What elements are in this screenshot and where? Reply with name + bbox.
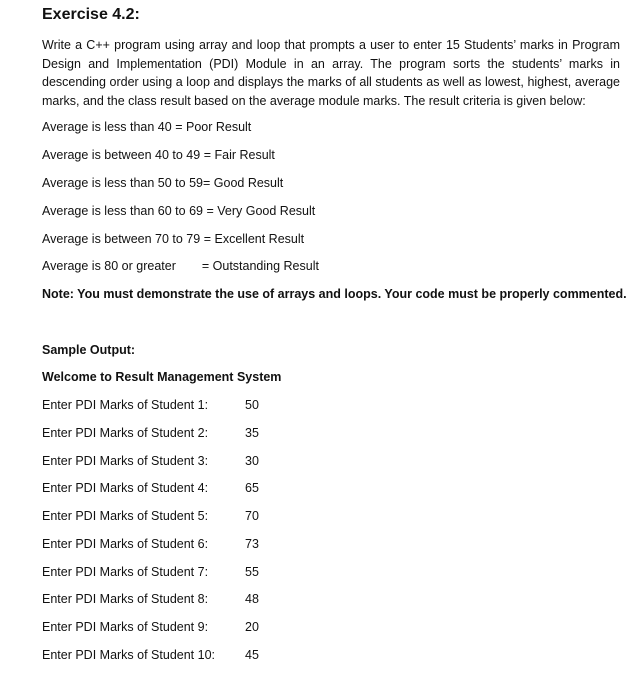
sample-mark-value: 20 <box>245 620 259 634</box>
criteria-result: = Excellent Result <box>203 232 305 246</box>
sample-prompt: Enter PDI Marks of Student 6: <box>42 537 209 551</box>
criteria-result: = Fair Result <box>203 148 275 162</box>
sample-prompt: Enter PDI Marks of Student 7: <box>42 565 209 579</box>
criteria-line-very-good <box>42 202 315 220</box>
sample-welcome-line: Welcome to Result Management System <box>42 370 282 384</box>
sample-mark-value: 70 <box>245 509 259 523</box>
sample-prompt: Enter PDI Marks of Student 3: <box>42 454 209 468</box>
sample-prompt: Enter PDI Marks of Student 10: <box>42 648 215 662</box>
sample-mark-value: 50 <box>245 398 259 412</box>
sample-prompt: Enter PDI Marks of Student 5: <box>42 509 209 523</box>
sample-mark-value: 35 <box>245 426 259 440</box>
criteria-result: = Outstanding Result <box>201 259 319 273</box>
sample-mark-value: 73 <box>245 537 259 551</box>
criteria-condition: Average is 80 or greater <box>42 259 176 273</box>
sample-mark-value: 45 <box>245 648 259 662</box>
sample-prompt: Enter PDI Marks of Student 4: <box>42 481 209 495</box>
criteria-result: = Good Result <box>203 176 284 190</box>
criteria-line-poor <box>42 118 251 136</box>
criteria-line-excellent <box>42 230 304 248</box>
criteria-condition: Average is less than 50 to 59 <box>42 176 203 190</box>
criteria-result: = Very Good Result <box>206 204 316 218</box>
sample-prompt: Enter PDI Marks of Student 2: <box>42 426 209 440</box>
criteria-condition: Average is between 40 to 49 <box>42 148 201 162</box>
sample-mark-value: 65 <box>245 481 259 495</box>
criteria-line-fair <box>42 146 275 164</box>
sample-prompt: Enter PDI Marks of Student 1: <box>42 398 209 412</box>
sample-prompt: Enter PDI Marks of Student 9: <box>42 620 209 634</box>
criteria-condition: Average is less than 40 <box>42 120 172 134</box>
sample-mark-value: 55 <box>245 565 259 579</box>
sample-mark-value: 30 <box>245 454 259 468</box>
sample-output-heading: Sample Output: <box>42 343 136 357</box>
criteria-line-good <box>42 174 283 192</box>
exercise-title: Exercise 4.2: <box>42 6 140 23</box>
exercise-note: Note: You must demonstrate the use of arrays and loops. Your code must be properly commented. <box>42 287 627 301</box>
exercise-description: Write a C++ program using array and loop that prompts a user to enter 15 Students’ marks in Program Design and Implementation (PDI) Module in an array. The program sorts the students’ marks in descending order using a loop and displays the marks of all students as well as lowest, highest, average marks, and the class result based on the average module marks. The result criteria is given below: <box>42 38 620 108</box>
criteria-result: = Poor Result <box>175 120 252 134</box>
sample-mark-value: 48 <box>245 592 259 606</box>
criteria-condition: Average is between 70 to 79 <box>42 232 201 246</box>
sample-prompt: Enter PDI Marks of Student 8: <box>42 592 209 606</box>
criteria-line-outstanding <box>42 257 319 275</box>
criteria-condition: Average is less than 60 to 69 <box>42 204 203 218</box>
